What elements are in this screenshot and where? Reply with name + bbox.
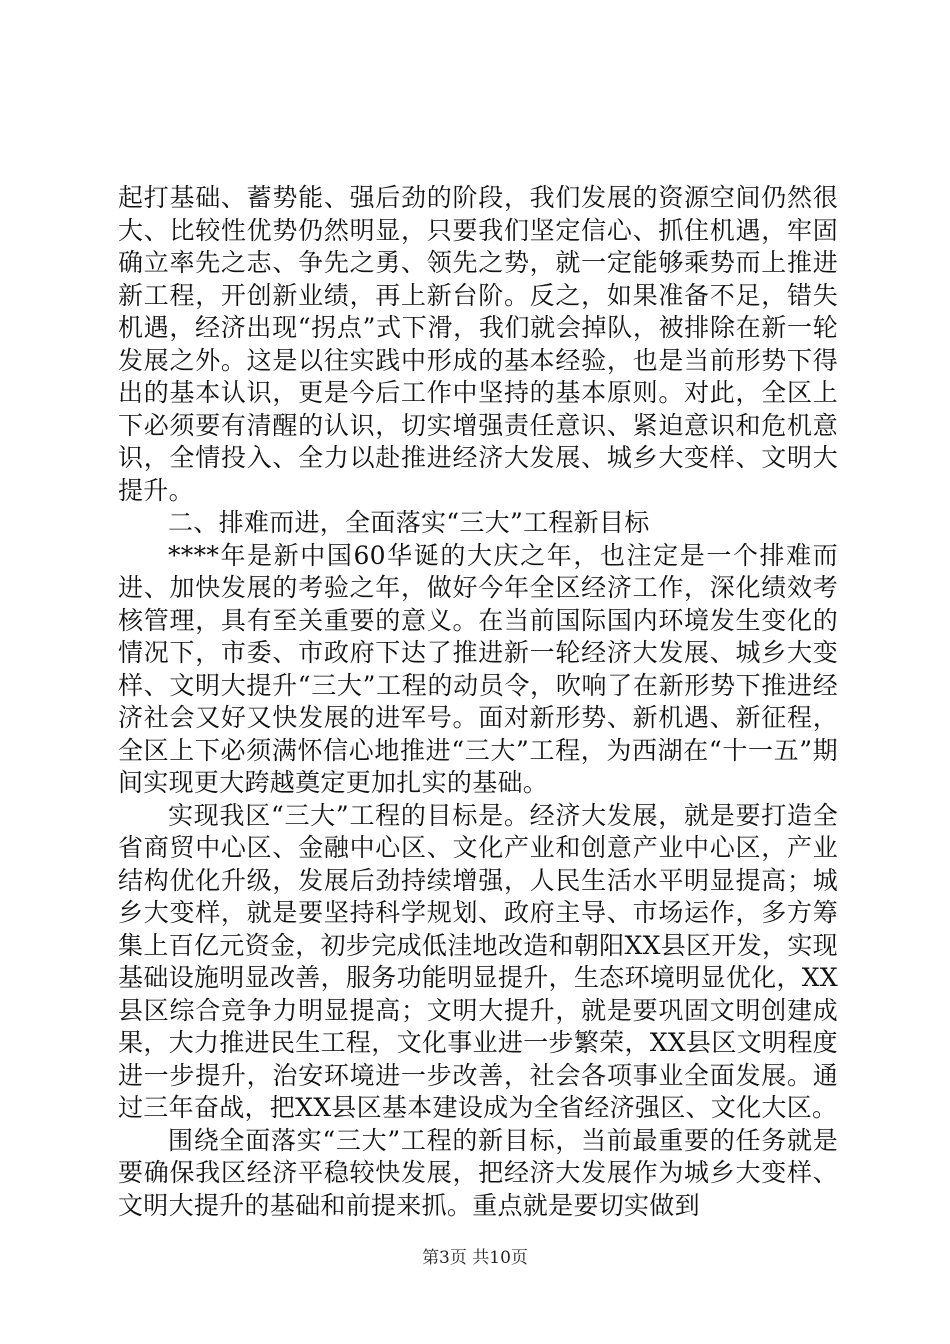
paragraph: 围绕全面落实“三大”工程的新目标，当前最重要的任务就是要确保我区经济平稳较快发展，把经济大发展作为城乡大变样、文明大提升的基础和前提来抓。重点就是要切实做到	[118, 1125, 838, 1220]
page-number-footer: 第3页 共10页	[422, 1248, 528, 1268]
paragraph: 实现我区“三大”工程的目标是。经济大发展，就是要打造全省商贸中心区、金融中心区、文化产业和创意产业中心区，产业结构优化升级，发展后劲持续增强，人民生活水平明显提高；城乡大变样，就是要坚持科学规划、政府主导、市场运作，多方筹集上百亿元资金，初步完成低洼地改造和朝阳XX县区开发，实现基础设施明显改善，服务功能明显提升，生态环境明显优化，XX县区综合竞争力明显提高；文明大提升，就是要巩固文明创建成果，大力推进民生工程，文化事业进一步繁荣，XX县区文明程度进一步提升，治安环境进一步改善，社会各项事业全面发展。通过三年奋战，把XX县区基本建设成为全省经济强区、文化大区。	[118, 800, 838, 1122]
paragraph-continuation: 起打基础、蓄势能、强后劲的阶段，我们发展的资源空间仍然很大、比较性优势仍然明显，只要我们坚定信心、抓住机遇，牢固确立率先之志、争先之勇、领先之势，就一定能够乘势而上推进新工程，开创新业绩，再上新台阶。反之，如果准备不足，错失机遇，经济出现“拐点”式下滑，我们就会掉队，被排除在新一轮发展之外。这是以往实践中形成的基本经验，也是当前形势下得出的基本认识，更是今后工作中坚持的基本原则。对此，全区上下必须要有清醒的认识，切实增强责任意识、紧迫意识和危机意识，全情投入、全力以赴推进经济大发展、城乡大变样、文明大提升。	[118, 183, 838, 505]
paragraph: ****年是新中国60华诞的大庆之年，也注定是一个排难而进、加快发展的考验之年，做好今年全区经济工作，深化绩效考核管理，具有至关重要的意义。在当前国际国内环境发生变化的情况下，市委、市政府下达了推进新一轮经济大发展、城乡大变样、文明大提升“三大”工程的动员令，吹响了在新形势下推进经济社会又好又快发展的进军号。面对新形势、新机遇、新征程，全区上下必须满怀信心地推进“三大”工程，为西湖在“十一五”期间实现更大跨越奠定更加扎实的基础。	[118, 540, 838, 797]
section-heading: 二、排难而进，全面落实“三大”工程新目标	[168, 508, 650, 537]
document-body	[118, 182, 838, 1222]
